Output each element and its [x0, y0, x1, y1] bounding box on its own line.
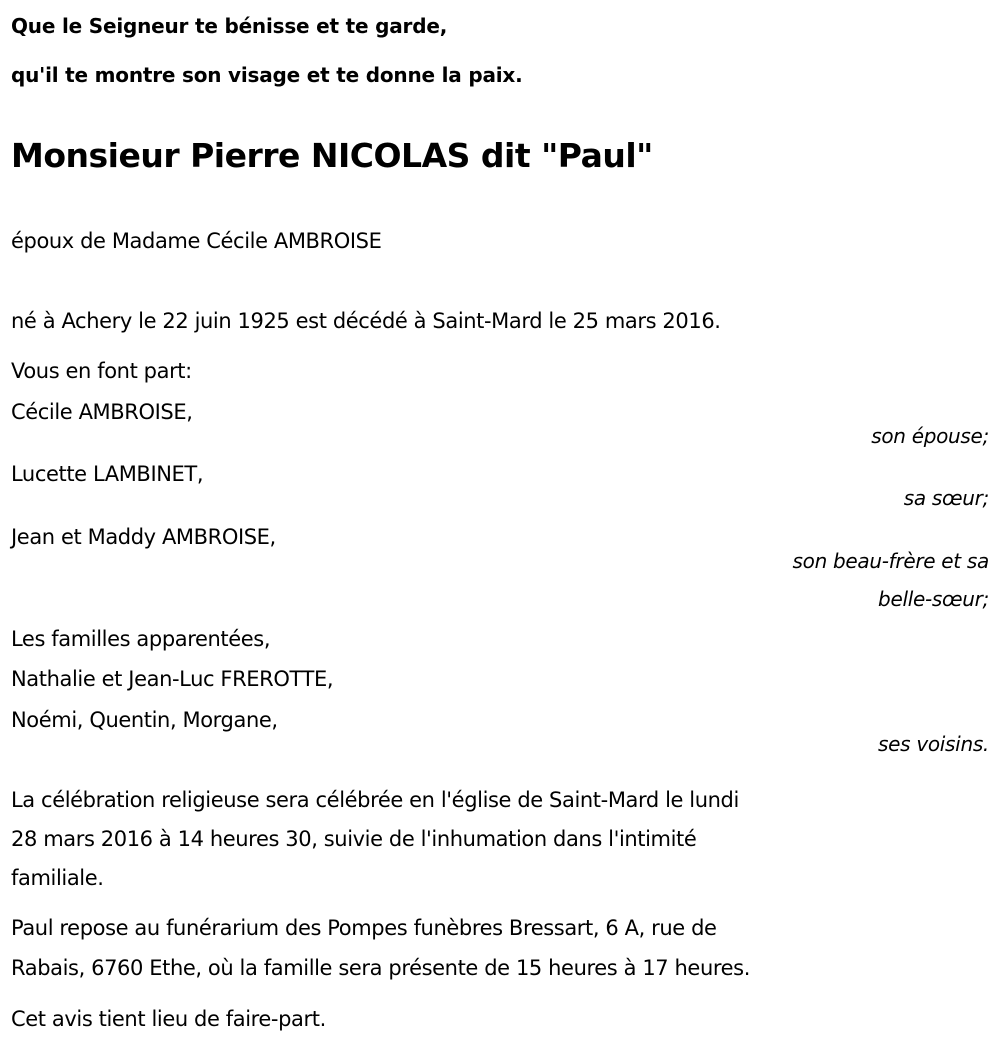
announcer-names: Les familles apparentées, [11, 627, 271, 651]
announcer-relation: belle-sœur; [878, 587, 989, 611]
announcer-relation: sa sœur; [903, 486, 989, 510]
announcer-names: Lucette LAMBINET, [11, 462, 204, 486]
closing-line: Cet avis tient lieu de faire-part. [11, 1007, 326, 1031]
spouse-line: époux de Madame Cécile AMBROISE [11, 229, 382, 253]
ceremony-line-3: familiale. [11, 866, 104, 890]
ceremony-line-2: 28 mars 2016 à 14 heures 30, suivie de l'inhumation dans l'intimité [11, 827, 697, 851]
announcer-names: Noémi, Quentin, Morgane, [11, 708, 278, 732]
announcer-relation: son épouse; [871, 424, 989, 448]
visitation-line-1: Paul repose au funérarium des Pompes funèbres Bressart, 6 A, rue de [11, 916, 717, 940]
announcer-relation: ses voisins. [878, 732, 989, 756]
visitation-line-2: Rabais, 6760 Ethe, où la famille sera présente de 15 heures à 17 heures. [11, 956, 750, 980]
deceased-name: Monsieur Pierre NICOLAS dit "Paul" [11, 136, 653, 175]
announcer-relation: son beau-frère et sa [792, 549, 989, 573]
ceremony-line-1: La célébration religieuse sera célébrée en l'église de Saint-Mard le lundi [11, 788, 739, 812]
verse-line-2: qu'il te montre son visage et te donne la paix. [11, 63, 523, 87]
birth-death-line: né à Achery le 22 juin 1925 est décédé à Saint-Mard le 25 mars 2016. [11, 309, 721, 333]
verse-line-1: Que le Seigneur te bénisse et te garde, [11, 14, 448, 38]
announcer-names: Cécile AMBROISE, [11, 400, 193, 424]
announcers-intro: Vous en font part: [11, 359, 192, 383]
announcer-names: Nathalie et Jean-Luc FREROTTE, [11, 667, 334, 691]
announcer-names: Jean et Maddy AMBROISE, [11, 525, 276, 549]
